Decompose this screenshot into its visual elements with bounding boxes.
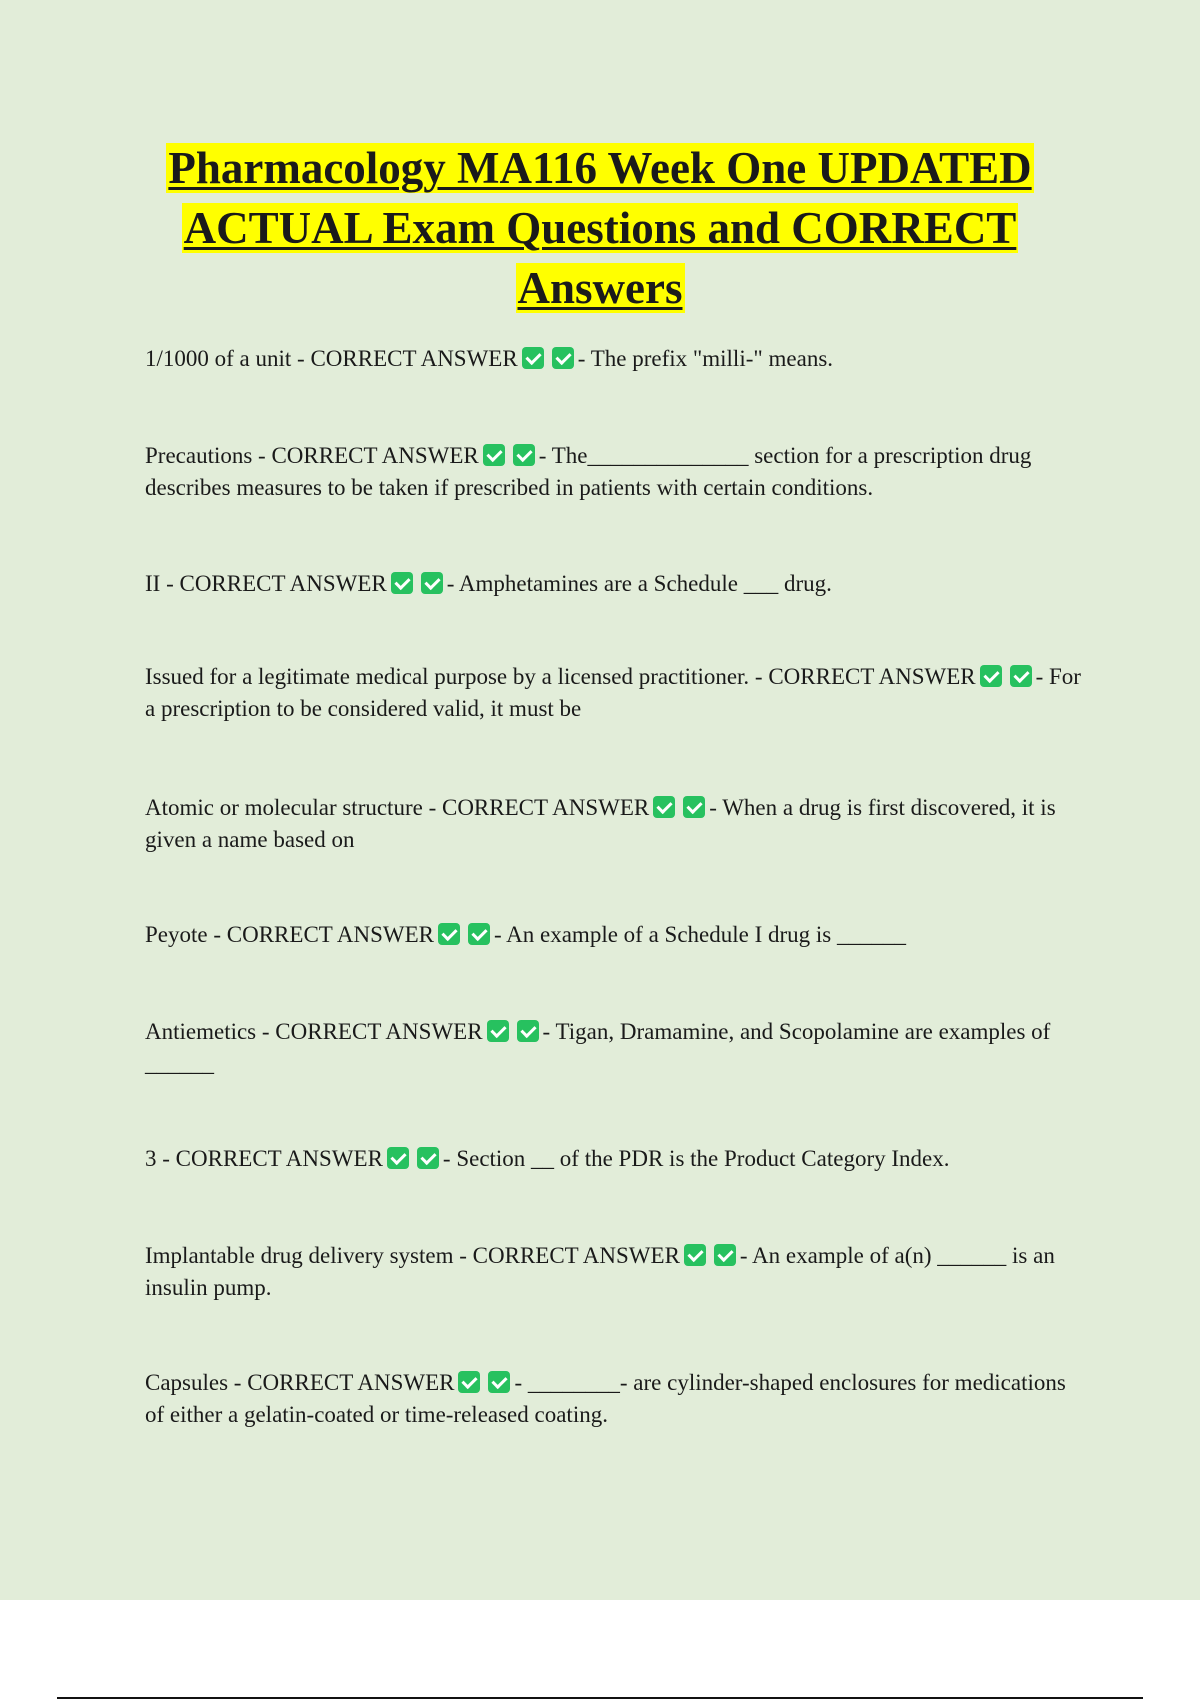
qa-question: - The prefix "milli-" means. <box>577 346 834 371</box>
qa-answer: 3 - CORRECT ANSWER <box>145 1146 383 1171</box>
qa-answer: Peyote - CORRECT ANSWER <box>145 922 435 947</box>
check-icon <box>483 444 505 466</box>
qa-item <box>145 343 1090 375</box>
check-icon <box>714 1244 736 1266</box>
qa-answer: Atomic or molecular structure - CORRECT ANSWER <box>145 795 650 820</box>
check-icon <box>458 1371 480 1393</box>
check-icon <box>391 572 413 594</box>
qa-item <box>145 792 1090 856</box>
qa-question: - Tigan, Dramamine, and Scopolamine are examples of ______ <box>145 1019 1051 1076</box>
qa-answer: Antiemetics - CORRECT ANSWER <box>145 1019 483 1044</box>
qa-question: - An example of a Schedule I drug is ______ <box>494 922 907 947</box>
check-icon <box>468 923 490 945</box>
qa-question: - ________- are cylinder-shaped enclosures for medications of either a gelatin-coated or time-released coating. <box>145 1370 1066 1427</box>
qa-item <box>145 440 1090 504</box>
title-line-2: ACTUAL Exam Questions and CORRECT <box>183 203 1017 253</box>
qa-item <box>145 919 1090 951</box>
title-line-1: Pharmacology MA116 Week One UPDATED <box>168 143 1032 193</box>
check-icon <box>552 347 574 369</box>
qa-item <box>145 1240 1090 1304</box>
qa-item <box>145 1016 1090 1080</box>
qa-item <box>145 568 1090 600</box>
qa-answer: Implantable drug delivery system - CORRECT ANSWER <box>145 1243 680 1268</box>
qa-item <box>145 1143 1090 1175</box>
qa-question: - Section __ of the PDR is the Product Category Index. <box>442 1146 950 1171</box>
check-icon <box>684 1244 706 1266</box>
check-icon <box>387 1147 409 1169</box>
check-icon <box>522 347 544 369</box>
title-line-3: Answers <box>517 263 683 313</box>
qa-question: - Amphetamines are a Schedule ___ drug. <box>446 571 832 596</box>
check-icon <box>653 796 675 818</box>
qa-answer: Precautions - CORRECT ANSWER <box>145 443 479 468</box>
qa-answer: Issued for a legitimate medical purpose by a licensed practitioner. - CORRECT ANSWER <box>145 664 976 689</box>
qa-item <box>145 1367 1090 1431</box>
check-icon <box>438 923 460 945</box>
qa-question: - When a drug is first discovered, it is given a name based on <box>145 795 1056 852</box>
check-icon <box>980 665 1002 687</box>
qa-answer: II - CORRECT ANSWER <box>145 571 387 596</box>
check-icon <box>683 796 705 818</box>
check-icon <box>417 1147 439 1169</box>
qa-answer: Capsules - CORRECT ANSWER <box>145 1370 455 1395</box>
check-icon <box>517 1020 539 1042</box>
document-title <box>120 138 1080 318</box>
footer-divider <box>57 1697 1143 1699</box>
check-icon <box>421 572 443 594</box>
check-icon <box>488 1371 510 1393</box>
check-icon <box>1010 665 1032 687</box>
qa-answer: 1/1000 of a unit - CORRECT ANSWER <box>145 346 518 371</box>
check-icon <box>513 444 535 466</box>
qa-item <box>145 661 1090 725</box>
qa-question: - For a prescription to be considered valid, it must be <box>145 664 1081 721</box>
check-icon <box>487 1020 509 1042</box>
qa-question: - An example of a(n) ______ is an insulin pump. <box>145 1243 1055 1300</box>
qa-question: - The______________ section for a prescription drug describes measures to be taken if prescribed in patients with certain conditions. <box>145 443 1032 500</box>
